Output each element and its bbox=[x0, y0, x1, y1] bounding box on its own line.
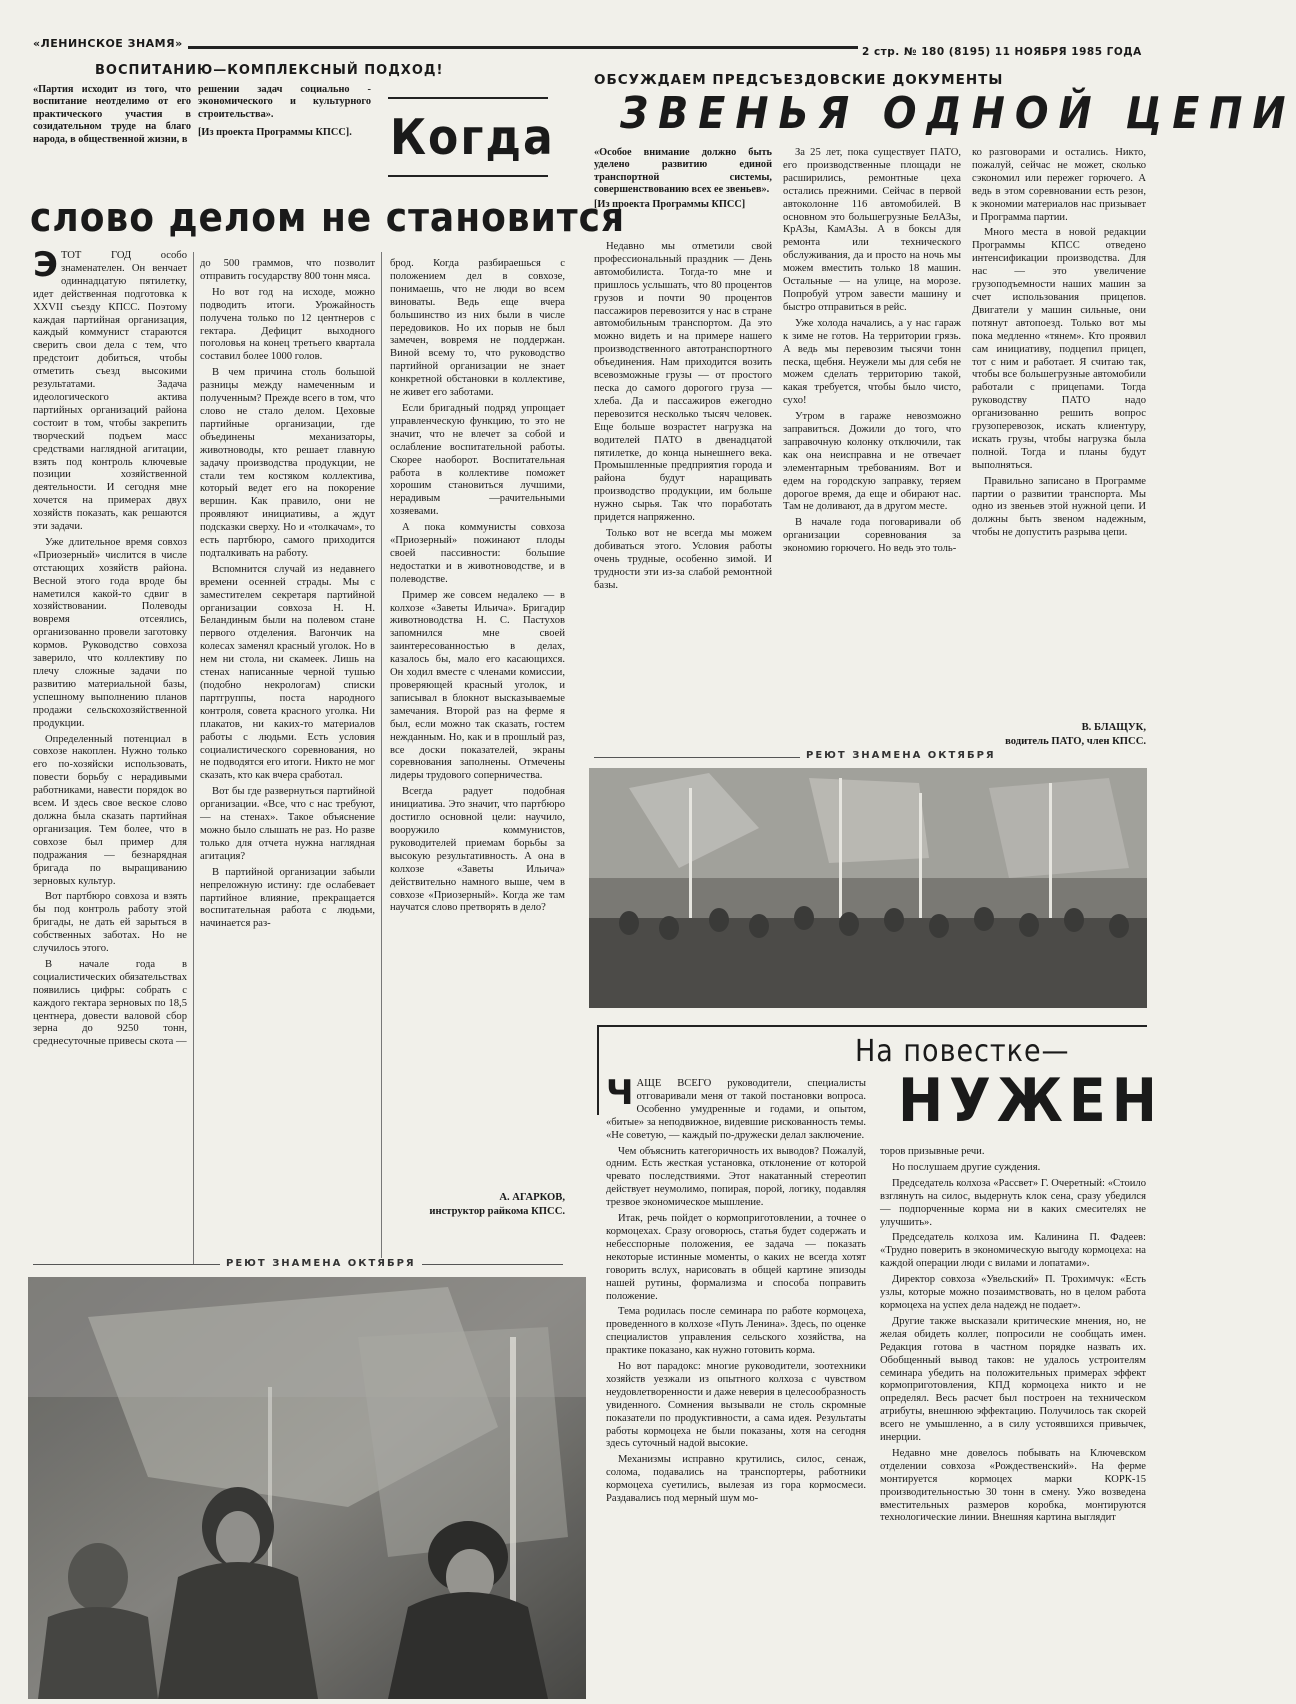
right-col3-para: Много места в новой редакции Программы КПСС отведено интенсификации производства. Для нас — это увеличение грузоподъемности наших машин за счет использования прицепов. Двигатели у машин сильные, они потянут автопоезд. Только вот мы пока медленно «тянем». Кто проявил сам инициативу, подцепил прицеп, тот с ним и работает. Я считаю так, чтобы все большегрузные автомобили работали с прицепами. Тогда руководству ПАТО надо организованно решить вопрос грузоперевозок, искать клиентуру, искать грузы, чтобы нагрузка была полной. Тогда и планы будут выполняться. bbox=[972, 227, 1146, 471]
left-col1-para: В начале года в социалистических обязательствах появились цифры: собрать с каждого гектара зерновых по 18,5 центнера, довести валовой сбор зерна до 9250 тонн, среднесуточные привесы скота — bbox=[33, 958, 187, 1048]
parade-photo bbox=[589, 768, 1147, 1008]
left-col3-para: брод. Когда разбираешься с положением дел в совхозе, понимаешь, что не люди во всем виноваты. Ведь еще вчера большинство из них были в числе передовиков. Но их порыв не был замечен, вовремя не поддержан. Виной всему то, что руководство партийной организации не знает конкретной обстановки в коллективе, не живет его заботами. bbox=[390, 258, 565, 399]
left-signature-role: инструктор райкома КПСС. bbox=[429, 1206, 565, 1217]
issue-info: 2 стр. № 180 (8195) 11 НОЯБРЯ 1985 ГОДА bbox=[862, 46, 1142, 58]
bottom-col1-para: Итак, речь пойдет о кормоприготовлении, а точнее о кормоцехах. Сразу оговорюсь, статья будет содержать и небесспорные положения, ее задача — показать некоторые истинные моменты, о каких не всегда хотят говорить вслух, нарисовать в общей картине эпизоды нашей рутины, формализма и способа поправить положение. bbox=[606, 1213, 866, 1302]
bottom-col2-para: Председатель колхоза «Рассвет» Г. Очеретный: «Стоило взглянуть на силос, выдернуть клок сена, сразу убедился — подпорченные корма ни в каких смесителях не улучшить». bbox=[880, 1177, 1146, 1228]
column-divider bbox=[193, 252, 194, 1264]
banner-bearers-photo-image bbox=[28, 1277, 586, 1699]
left-col1-para: Уже длительное время совхоз «Приозерный» числится в числе отстающих хозяйств района. Весной этого года вроде бы наметился какой-то сдвиг в хозяйствовании. Полеводы вовремя отсеялись, организованно провели заготовку кормов. Руководство совхоза заверило, что коллективу по плечу сложные задачи по развитию материальной базы, успешному выполнению планов продажи сельскохозяйственной продукции. bbox=[33, 536, 187, 729]
left-headline: слово делом не становится bbox=[30, 195, 626, 241]
left-quote-source: [Из проекта Программы КПСС]. bbox=[198, 127, 352, 139]
banner-bearers-photo bbox=[28, 1277, 586, 1699]
left-col2-para: Вспомнится случай из недавнего времени осенней страды. Мы с заместителем секретаря партийной организации совхоза Н. Н. Беландиным были на полевом стане первого отделения. Вагончик на колесах заменял красный уголок. Но в нем ни стола, ни скамеек. Лишь на стенах написанные черной тушью (подобно некрологам) списки партгруппы, поста народного контроля, совета красного уголка. Ни плакатов, ни каких-то материалов работы с людьми. Есть условия социалистического соревнования, но не подводятся его итоги. Никто не мог сказать, кто как вчера сработал. bbox=[200, 563, 375, 782]
right-col1-para: Недавно мы отметили свой профессиональный праздник — День автомобилиста. Тогда-то мне и пришлось услышать, что 80 процентов грузов и почти 90 процентов пассажиров перевозится у нас в стране автомобильным транспортом. Да это можно видеть и на примере нашего производственного автотранспортного объединения. Нам приходится возить всевозможные грузы — от простого песка до самого дорогого груза — хлеба. Да и пассажиров ежегодно перевозится несколько тысяч человек. Еще больше возрастет нагрузка на водителей ПАТО в двенадцатой пятилетке, до конца нынешнего века. Промышленные предприятия города и района будут наращивать производство продукции, им больше нужно сырья. Так что поработать придется напряженно. bbox=[594, 241, 772, 524]
right-top-col3 bbox=[972, 147, 1146, 719]
left-col2-para: В партийной организации забыли непреложную истину: где ослабевает партийное влияние, прекращается воспитательная работа с людьми, начинается раз- bbox=[200, 866, 375, 930]
bottom-col1-para: АЩЕ ВСЕГО руководители, специалисты отговаривали меня от такой постановки вопроса. Особенно умудренные и годами, и опытом, «битые» за неподвижное, видевшие рискованность темы. «Не советую, — каждый по-дружески делал заключение. bbox=[606, 1078, 866, 1141]
left-col3-para: Пример же совсем недалеко — в колхозе «Заветы Ильича». Бригадир животноводства Н. С. Пастухов запомнился мне своей заинтересованностью в делах, казалось бы, мало его касающихся. Он ходил вместе с членами комиссии, проверяющей красный уголок, и записывал в блокнот высказываемые замечания. Второй раз на ферме я был, если можно так сказать, гостем нежданным. Но, как и в прошлый раз, все доски показателей, экраны соревнования заполнены. Отмечены лидеры трудового соперничества. bbox=[390, 589, 565, 782]
left-rubric: ВОСПИТАНИЮ—КОМПЛЕКСНЫЙ ПОДХОД! bbox=[95, 63, 444, 78]
right-col3-para: ко разговорами и остались. Никто, пожалуй, сейчас не может, сколько сэкономил или пережег горючего. А ведь в этом соревновании есть резон, к экономии материалов нас призывает и Программа партии. bbox=[972, 147, 1146, 223]
right-col2-para: В начале года поговаривали об организации соревнования за экономию горючего. Но ведь это толь- bbox=[783, 517, 961, 555]
bottom-col2-para: Директор совхоза «Увельский» П. Трохимчук: «Есть узлы, которые можно позаимствовать, но в целом работа кормоцеха на успех дела надежд не подает». bbox=[880, 1274, 1146, 1311]
right-top-col1 bbox=[594, 241, 772, 781]
right-quote-block bbox=[594, 147, 772, 211]
left-dropcap: Э bbox=[33, 245, 58, 285]
left-col1-para: ТОТ ГОД особо знаменателен. Он венчает одиннадцатую пятилетку, идет действенная подготовка к XXVII съезду КПСС. Поэтому каждая партийная организация, каждый коммунист стараются сверить свои дела с тем, что предстоит добиться, чтобы отметить съезд высокими результатами. Задача идеологического актива партийных организаций района состоит в том, чтобы закрепить творческий подъем масс средствами наглядной агитации, взять под контроль ключевые позиции хозяйственной деятельности. И сегодня мне хочется на примерах двух хозяйств показать, как решаются эти задачи. bbox=[33, 250, 187, 533]
right-quote: «Особое внимание должно быть уделено развитию единой транспортной системы, совершенствованию всех ее звеньев». bbox=[594, 147, 772, 196]
bottom-col1-para: Тема родилась после семинара по работе кормоцеха, проведенного в колхозе «Путь Ленина». Здесь, по оценке специалистов управления сельского хозяйства, на практике показано, как нужно готовить корма. bbox=[606, 1306, 866, 1357]
left-photo-caption: РЕЮТ ЗНАМЕНА ОКТЯБРЯ bbox=[220, 1258, 422, 1269]
bottom-headline-kicker: На повестке— bbox=[855, 1034, 1070, 1069]
frame-left bbox=[597, 1025, 599, 1115]
parade-photo-image bbox=[589, 768, 1147, 1008]
bottom-col2-para: Председатель колхоза им. Калинина П. Фадеев: «Трудно поверить в экономическую выгоду кормоцеха: на каждой операции люди с вилами и лопатами». bbox=[880, 1232, 1146, 1270]
bottom-col1-para: Механизмы исправно крутились, силос, сенаж, солома, подавались на транспортеры, работники кормоцеха суетились, вылезая из гора кормосмеси. Раздавались под мерный шум мо- bbox=[606, 1454, 866, 1505]
left-body-col1 bbox=[33, 245, 187, 1272]
right-quote-source: [Из проекта Программы КПСС] bbox=[594, 198, 746, 210]
right-photo-caption: РЕЮТ ЗНАМЕНА ОКТЯБРЯ bbox=[800, 750, 1002, 761]
left-col2-para: Но вот год на исходе, можно подводить итоги. Урожайность получена только по 12 центнеров с гектара. Дефицит выходного поголовья на конец третьего квартала составил более 1000 голов. bbox=[200, 286, 375, 363]
right-top-col2 bbox=[783, 147, 961, 779]
left-col2-para: В чем причина столь большой разницы между намеченным и полученным? Прежде всего в том, что слово не стало делом. Цеховые партийные организации, где объединены механизаторы, животноводы, кто решает главную задачу производства продукции, не стали тем костяком коллектива, который ведет его на покорение вершин. Как правило, они не проявляют инициативы, а ждут подсказки сверху. Но и «толкачам», то есть партбюро, самого приходится подталкивать на работу. bbox=[200, 367, 375, 559]
newspaper-title: «ЛЕНИНСКОЕ ЗНАМЯ» bbox=[33, 37, 183, 50]
bottom-col2-para: Другие также высказали критические мнения, но, не желая обидеть коллег, попросили не сообщать имен. Редакция готова в частном порядке назвать их. Обобщенный вывод таков: не удалось устроителям семинара убедить на положительных примерах эффект кормоприготовления, КПД кормоцеха никто и не определял. Весь расчет был построен на техническом атрибуты, внешнюю эффектацию. Получилось так скорей всего не умышленно, а в силу устоявшихся привычек, инерции. bbox=[880, 1315, 1146, 1444]
left-col1-para: Определенный потенциал в совхозе накоплен. Нужно только его по-хозяйски использовать, повести борьбу с нерадивыми работниками, навести порядок во всем. И здесь свое веское слово должна была сказать партийная организация. Тем более, что в совхозе был пример для подражания — безнарядная бригада по выращиванию зерновых культур. bbox=[33, 733, 187, 887]
left-col2-para: Вот бы где развернуться партийной организации. «Все, что с нас требуют, — на стенах». Такое объяснение можно было слышать не раз. Но разве только для отчета нужна наглядная агитация? bbox=[200, 786, 375, 862]
right-col2-para: Утром в гараже невозможно заправиться. Дожили до того, что заправочную колонку отключили, так как она неисправна и не отвечает элементарным требованиям. Вот и едем на городскую заправку, теряем дорогое время, да еще и обирают нас. Там не доливают, да в другом месте. bbox=[783, 411, 961, 513]
left-col3-para: Если бригадный подряд упрощает управленческую функцию, то это не значит, что не влечет за собой и ослабление воспитательной работы. Скорее наоборот. Воспитательная работа в коллективе поможет хорошим становиться лучшими, нерадивым —рачительными хозяевами. bbox=[390, 402, 565, 518]
column-divider bbox=[381, 252, 382, 1264]
left-quote-part1: «Партия исходит из того, что воспитание неотделимо от его практического участия в созидательном труде на благо народа, в общественной жизни, в bbox=[33, 84, 191, 145]
left-quote-part2-block bbox=[198, 84, 371, 140]
right-signature: В. БЛАЩУК, bbox=[1081, 722, 1146, 733]
frame-top bbox=[597, 1025, 1147, 1027]
bottom-col2 bbox=[880, 1146, 1146, 1698]
bottom-col1 bbox=[606, 1073, 866, 1698]
right-col2-para: Уже холода начались, а у нас гараж к зиме не готов. На территории грязь. А ведь мы перевозим тысячи тонн песка, щебня. Неужели мы для себя не можем сделать территорию такой, какая требуется, чтобы было чисто, сухо! bbox=[783, 317, 961, 407]
bottom-dropcap: Ч bbox=[606, 1073, 634, 1113]
bottom-col2-para: Но послушаем другие суждения. bbox=[892, 1161, 1041, 1173]
right-col2-para: За 25 лет, пока существует ПАТО, его производственные площади не расширились, ремонтные цеха остались прежними. Сейчас в первой автоколонне 116 автомобилей. В основном это большегрузные БелАЗы, КрАЗы, КамАЗы. А в боксы для ремонта или технического обслуживания, да и просто на ночь мы можем вместить только 18 машин. Остальные — на улице, на морозе. Попробуй утром завести машину и быстро отправиться в рейс. bbox=[783, 147, 961, 313]
right-rubric: ОБСУЖДАЕМ ПРЕДСЪЕЗДОВСКИЕ ДОКУМЕНТЫ bbox=[594, 72, 1004, 88]
kicker-rule-bottom bbox=[388, 175, 548, 177]
left-quote-part2: решении задач социально - экономического и культурного строительства». bbox=[198, 84, 371, 120]
bottom-col1-para: Чем объяснить категоричность их выводов? Пожалуй, одним. Есть жесткая установка, отклонение от которой чревато последствиями. Этот накатанный стереотип действует неумолимо, попирая, порой, логику, подавляя трезвое экономическое мышление. bbox=[606, 1145, 866, 1209]
left-col2-para: до 500 граммов, что позволит отправить государству 800 тонн мяса. bbox=[200, 258, 375, 282]
bottom-col1-para: Но вот парадокс: многие руководители, зоотехники хозяйств уезжали из опытного колхоза с чувством неудовлетворенности и даже неверия в целесообразность увиденного. Сомнения вызывали не столь скромные показатели по продуктивности, а сама идея. Результаты работы кормоцеха не были показаны, хотя на сегодня здесь суточный надой высокие. bbox=[606, 1361, 866, 1450]
right-col3-para: Правильно записано в Программе партии о развитии транспорта. Мы одно из звеньев этой нужной цепи. И должны быть звеном надежным, чтобы не допустить разрыва цепи. bbox=[972, 475, 1146, 539]
left-body-col2 bbox=[200, 258, 375, 1263]
bottom-headline: НУЖЕН bbox=[898, 1066, 1163, 1136]
left-body-col3 bbox=[390, 258, 565, 1190]
left-col3-para: А пока коммунисты совхоза «Приозерный» пожинают плоды своей пассивности: большие недостатки и в животноводстве, и в полеводстве. bbox=[390, 522, 565, 585]
left-col3-para: Всегда радует подобная инициатива. Это значит, что партбюро достигло основной цели: научило, вооружило коммунистов, руководителей приемам борьбы за высокую результативность. А она в колхозе «Заветы Ильича» действительно намного выше, чем в совхозе «Приозерный». Когда же там научатся слово претворять в дело? bbox=[390, 786, 565, 914]
bottom-col2-para: торов призывные речи. bbox=[880, 1146, 985, 1157]
left-signature: А. АГАРКОВ, bbox=[499, 1192, 565, 1203]
left-col1-para: Вот партбюро совхоза и взять бы под контроль работу этой бригады, не дать ей зарыться в собственных заботах. Но не случилось этого. bbox=[33, 891, 187, 955]
masthead-rule bbox=[188, 46, 858, 49]
kicker-rule-top bbox=[388, 97, 548, 99]
right-col1-para: Только вот не всегда мы можем добиваться этого. Условия работы очень трудные, особенно зимой. И трудности эти из-за слабой ремонтной базы. bbox=[594, 527, 772, 591]
right-signature-role: водитель ПАТО, член КПСС. bbox=[1005, 736, 1146, 747]
bottom-col2-para: Недавно мне довелось побывать на Ключевском отделении совхоза «Рождественский». На ферме монтируется кормоцех марки КОРК-15 производительностью 30 тонн в смену. Ужо возведена вместительных размеров коробка, монтируются технологические линии. Внешняя картина выглядит bbox=[880, 1447, 1146, 1524]
left-kicker: Когда bbox=[390, 109, 555, 166]
right-headline: ЗВЕНЬЯ ОДНОЙ ЦЕПИ bbox=[620, 88, 1296, 139]
